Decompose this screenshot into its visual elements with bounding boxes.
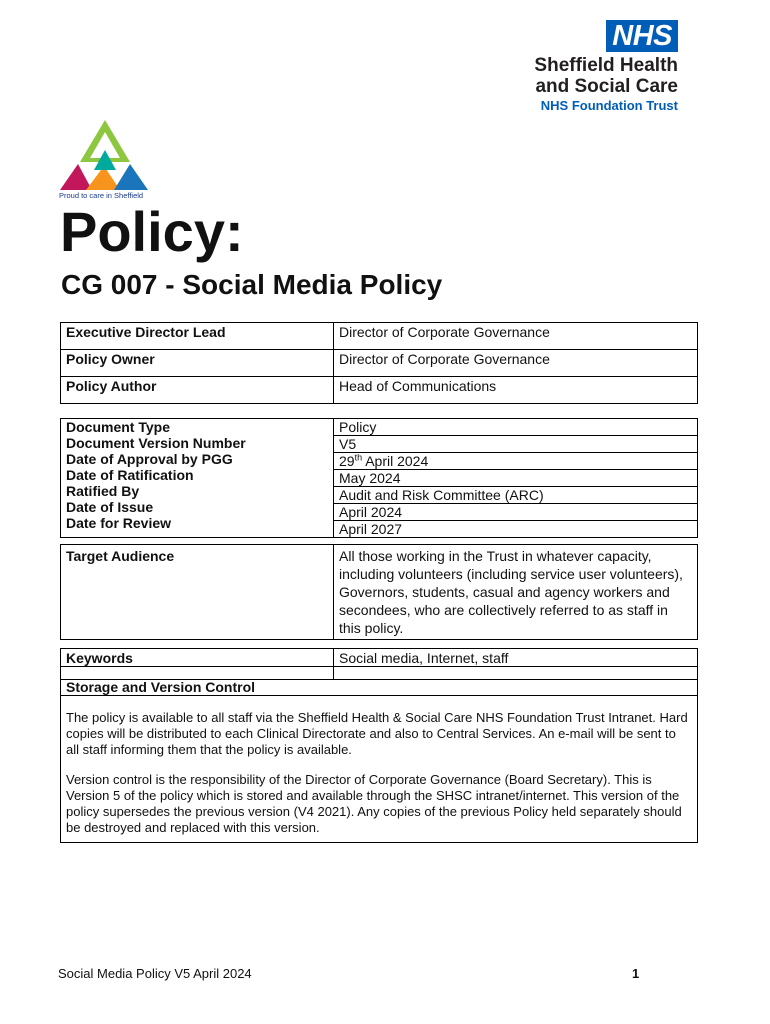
table-row: [61, 350, 698, 377]
approval-date-value: 29th April 2024: [334, 453, 697, 470]
document-details-labels: [61, 419, 334, 538]
storage-paragraph-1: The policy is available to all staff via the Sheffield Health & Social Care NHS Foundation Trust Intranet. Hard copies will be distributed to each Clinical Directorate and also to Central Services. An e-mail will be sent to all staff informing them that the policy is available.: [66, 710, 688, 757]
table-row: [61, 323, 698, 350]
policy-title: CG 007 - Social Media Policy: [61, 269, 443, 300]
table-row: [61, 419, 698, 538]
table-row: [61, 667, 698, 680]
org-name-line2: and Social Care: [535, 76, 678, 97]
policy-owner-label: Policy Owner: [61, 350, 334, 377]
table-row: [61, 377, 698, 404]
document-details-table: [60, 418, 698, 538]
ratification-date-value: May 2024: [334, 470, 697, 487]
footer-document-name: Social Media Policy V5 April 2024: [58, 966, 252, 981]
keywords-value: Social media, Internet, staff: [334, 649, 698, 667]
document-type-label: Document Type: [66, 419, 170, 435]
document-details-values: [334, 419, 698, 538]
page-title: Policy:: [60, 200, 244, 263]
care-logo-text: Proud to care in Sheffield: [59, 191, 144, 200]
approval-date-label: Date of Approval by PGG: [66, 451, 233, 467]
document-version-value: V5: [334, 436, 697, 453]
review-date-value: April 2027: [339, 521, 403, 537]
leads-table: [60, 322, 698, 404]
executive-director-lead-label: Executive Director Lead: [61, 323, 334, 350]
table-row: [61, 545, 698, 640]
target-audience-label: Target Audience: [61, 545, 334, 640]
ratification-date-label: Date of Ratification: [66, 467, 194, 483]
policy-owner-value: Director of Corporate Governance: [334, 350, 698, 377]
policy-author-value: Head of Communications: [334, 377, 698, 404]
policy-author-label: Policy Author: [61, 377, 334, 404]
org-name-line1: Sheffield Health: [534, 55, 678, 76]
target-audience-table: [60, 544, 698, 640]
proud-to-care-logo: [58, 118, 153, 200]
review-date-label: Date for Review: [66, 515, 172, 531]
table-row: [61, 680, 698, 696]
keywords-label: Keywords: [61, 649, 334, 667]
ratified-by-label: Ratified By: [66, 483, 140, 499]
page-number: 1: [632, 966, 640, 981]
nhs-trust-branding: [478, 20, 678, 113]
table-row: [61, 696, 698, 843]
nhs-logo: NHS: [606, 20, 678, 52]
table-row: [61, 649, 698, 667]
storage-label: Storage and Version Control: [61, 680, 698, 696]
storage-paragraph-2: Version control is the responsibility of the Director of Corporate Governance (Board Secretary). This is Version 5 of the policy which is stored and available through the SHSC intranet/internet. This version of the policy supersedes the previous version (V4 2021). Any copies of the previous Policy held separately should be destroyed and replaced with this version.: [66, 772, 682, 835]
target-audience-value: All those working in the Trust in whatever capacity, including volunteers (including service user volunteers), Governors, students, casual and agency workers and secondees, who are collectively referred to as staff in this policy.: [334, 545, 698, 640]
executive-director-lead-value: Director of Corporate Governance: [334, 323, 698, 350]
issue-date-label: Date of Issue: [66, 499, 154, 515]
document-type-value: Policy: [334, 419, 697, 436]
org-name-line3: NHS Foundation Trust: [540, 98, 678, 113]
issue-date-value: April 2024: [334, 504, 697, 521]
storage-text: [61, 696, 698, 843]
keywords-storage-table: [60, 648, 698, 843]
ratified-by-value: Audit and Risk Committee (ARC): [334, 487, 697, 504]
document-version-label: Document Version Number: [66, 435, 246, 451]
